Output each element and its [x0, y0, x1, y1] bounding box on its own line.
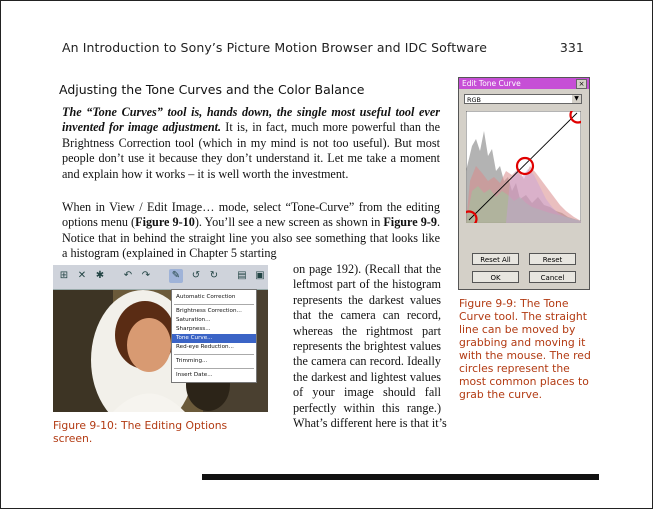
footer-rule [202, 474, 599, 480]
reset-all-button[interactable]: Reset All [472, 253, 519, 265]
menu-separator [174, 354, 254, 355]
fit-icon[interactable]: ⊞ [59, 270, 69, 281]
menu-item-trimming[interactable]: Trimming... [176, 358, 208, 364]
paragraph-2-text-c: . Notice that in behind the straight line you also see something that looks like a histogram (explained in Chapter 5 starting [62, 215, 441, 261]
settings-icon[interactable]: ✱ [95, 270, 105, 281]
save-icon[interactable]: ▣ [255, 270, 265, 281]
figure-9-9-caption: Figure 9-9: The Tone Curve tool. The straight line can be moved by grabbing and moving it with the mouse. The red circles represent the most common places to grab the curve. [459, 297, 591, 401]
figure-ref-9-9: Figure 9-9 [383, 215, 437, 230]
chevron-down-icon[interactable]: ▼ [572, 95, 581, 103]
section-title: Adjusting the Tone Curves and the Color Balance [59, 82, 365, 97]
page-header [62, 40, 584, 55]
channel-select[interactable] [464, 94, 582, 104]
reset-button[interactable]: Reset [529, 253, 576, 265]
menu-item-insert-date[interactable]: Insert Date... [176, 372, 213, 378]
undo-icon[interactable]: ↺ [191, 270, 201, 281]
lead-sentence: The “Tone Curves” tool is, hands down, the single most useful tool ever invented for image adjustment. [62, 105, 440, 135]
editing-options-screenshot [53, 265, 268, 412]
menu-item-brightness-correction[interactable]: Brightness Correction... [176, 308, 242, 314]
menu-item-tone-curve[interactable]: Tone Curve... [172, 334, 256, 343]
menu-item-sharpness[interactable]: Sharpness... [176, 326, 211, 332]
page-number: 331 [559, 40, 584, 55]
edit-tools-icon[interactable]: ✎ [169, 269, 183, 283]
paragraph-2-text-b: ). You’ll see a new screen as shown in [194, 215, 384, 230]
rotate-right-icon[interactable]: ↷ [141, 270, 151, 281]
paragraph-3 [293, 262, 447, 431]
channel-value: RGB [467, 96, 482, 104]
header-title: An Introduction to Sony’s Picture Motion Browser and IDC Software [62, 40, 488, 55]
expand-icon[interactable]: ✕ [77, 270, 87, 281]
menu-separator [174, 304, 254, 305]
redo-icon[interactable]: ↻ [209, 270, 219, 281]
rotate-left-icon[interactable]: ↶ [123, 270, 133, 281]
figure-9-10-caption: Figure 9-10: The Editing Options screen. [53, 419, 228, 445]
ok-button[interactable]: OK [472, 271, 519, 283]
paragraph-2-text-a: When in View / Edit Image… mode, select “Tone-Curve” from the editing options menu ( [62, 200, 440, 230]
dialog-title: Edit Tone Curve [459, 78, 589, 89]
tone-curve-graph[interactable] [466, 111, 581, 223]
tone-curve-dialog [458, 77, 590, 290]
print-icon[interactable]: ▤ [237, 270, 247, 281]
editing-options-menu [171, 289, 257, 383]
figure-ref-9-10: Figure 9-10 [135, 215, 195, 230]
cancel-button[interactable]: Cancel [529, 271, 576, 283]
menu-item-red-eye-reduction[interactable]: Red-eye Reduction... [176, 344, 234, 350]
paragraph-3-tail: What’s different here is that it’s [293, 416, 447, 431]
editor-toolbar [53, 265, 268, 290]
paragraph-1 [62, 105, 440, 182]
close-icon[interactable]: × [576, 79, 587, 89]
menu-item-saturation[interactable]: Saturation... [176, 317, 211, 323]
menu-item-automatic-correction[interactable]: Automatic Correction [176, 294, 236, 300]
paragraph-1-rest: It is, in fact, much more powerful than the Brightness Correction tool (which in my mind is not too useful). But most people don’t use it because they don’t understand it. Let me take a moment and explain how it works – it is well worth the investment. [62, 120, 440, 181]
paragraph-2 [62, 200, 440, 262]
paragraph-3-text: on page 192). (Recall that the leftmost part of the histogram represents the darkest values that the camera can record, whereas the rightmost part represents the brightest values the camera can record. Ideally the darkest and lightest values of your image should fall perfectly within this range.) [293, 262, 441, 415]
menu-separator [174, 368, 254, 369]
